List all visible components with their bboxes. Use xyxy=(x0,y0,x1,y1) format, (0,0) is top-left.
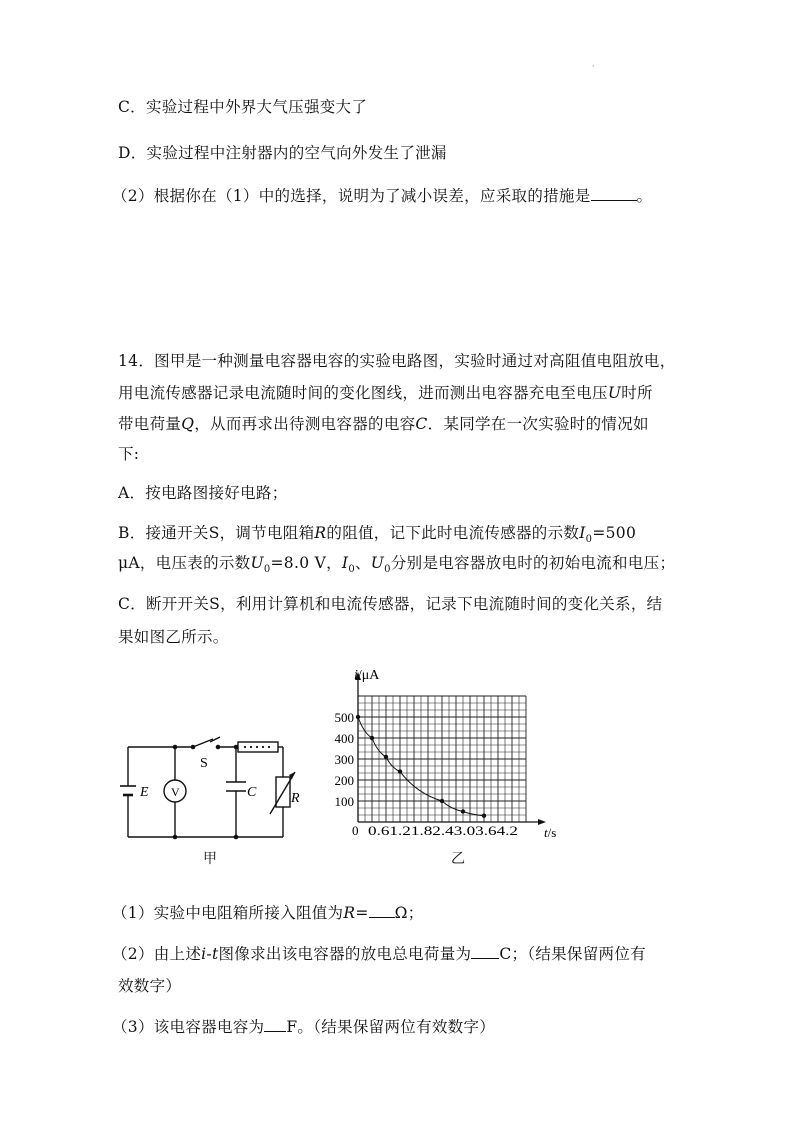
label-s: S xyxy=(200,756,208,771)
q14-stem-line3 xyxy=(118,414,649,434)
x-axis-label: t/s xyxy=(544,825,557,840)
subscript: 0 xyxy=(263,564,271,576)
y-axis-label: i/μA xyxy=(354,668,380,683)
y-tick-label: 300 xyxy=(334,752,354,767)
answer-blank[interactable] xyxy=(264,1017,286,1032)
i-t-chart xyxy=(318,664,578,844)
subscript: 0 xyxy=(585,534,593,546)
q13-sub2 xyxy=(112,186,652,206)
text: 时所 xyxy=(621,384,653,402)
q14-stem-line4: 下: xyxy=(118,445,140,463)
q13-sub2-end: 。 xyxy=(636,187,653,205)
text: 分别是电容器放电时的初始电流和电压； xyxy=(390,554,676,572)
data-point xyxy=(384,755,388,759)
answer-blank[interactable] xyxy=(369,903,395,918)
figure-jia-caption: 甲 xyxy=(203,851,217,867)
text: （2）由上述 xyxy=(112,945,202,963)
chart-ticks xyxy=(335,710,355,809)
var-i: I xyxy=(341,554,349,572)
q14-step-c-line1: C．断开开关S，利用计算机和电流传感器，记录下电流随时间的变化关系，结 xyxy=(118,595,663,613)
text: Ω； xyxy=(394,904,424,922)
text: ，从而再求出待测电容器的电容 xyxy=(194,415,416,433)
text: （1）实验中电阻箱所接入阻值为 xyxy=(112,904,344,922)
var-u: U xyxy=(250,554,264,572)
text: B．接通开关S，调节电阻箱 xyxy=(118,524,315,542)
q14-ans3 xyxy=(112,1017,495,1037)
data-point xyxy=(440,799,444,803)
q14-ans2 xyxy=(112,944,646,964)
q14-stem-line1: 14．图甲是一种测量电容器电容的实验电路图，实验时通过对高阻值电阻放电， xyxy=(118,352,676,370)
text: F。（结果保留两位有效数字） xyxy=(286,1018,496,1036)
var-it: i-t xyxy=(201,945,219,963)
x-tick-labels: 0.61.21.82.43.03.64.2 xyxy=(368,823,518,838)
text: ．某同学在一次实验时的情况如 xyxy=(427,415,649,433)
var-c: C xyxy=(415,415,428,433)
subscript: 0 xyxy=(384,564,391,576)
q14-ans1 xyxy=(112,903,424,923)
label-c: C xyxy=(247,785,257,800)
data-point xyxy=(370,736,374,740)
q13-option-d: D．实验过程中注射器内的空气向外发生了泄漏 xyxy=(118,144,447,162)
var-u: U xyxy=(607,384,622,402)
text: （3）该电容器电容为 xyxy=(112,1018,265,1036)
q14-ans2-line2: 效数字） xyxy=(118,977,182,995)
figure-yi-caption: 乙 xyxy=(451,851,465,867)
text: 、 xyxy=(354,554,371,572)
label-r: R xyxy=(291,791,300,806)
label-v: V xyxy=(171,785,180,799)
var-q: Q xyxy=(181,415,195,433)
x-tick-zero: 0 xyxy=(352,823,359,838)
answer-blank[interactable] xyxy=(591,186,637,201)
text: = xyxy=(355,904,369,922)
data-point xyxy=(356,715,360,719)
text: 图像求出该电容器的放电总电荷量为 xyxy=(218,945,472,963)
chart-axes xyxy=(355,672,546,825)
answer-blank[interactable] xyxy=(471,944,499,959)
y-tick-label: 100 xyxy=(334,794,354,809)
q14-stem-line2 xyxy=(118,383,653,403)
data-point xyxy=(398,769,402,773)
q13-option-c: C．实验过程中外界大气压强变大了 xyxy=(118,98,368,116)
y-tick-label: 500 xyxy=(334,710,354,725)
text: 的阻值，记下此时电流传感器的示数 xyxy=(326,524,580,542)
y-tick-label: 200 xyxy=(334,773,354,788)
text: 带电荷量 xyxy=(118,415,182,433)
text: C；（结果保留两位有 xyxy=(499,945,646,963)
var-r: R xyxy=(314,524,327,542)
data-point xyxy=(461,809,465,813)
data-point xyxy=(482,814,486,818)
var-i: I xyxy=(579,524,586,542)
text: μA，电压表的示数 xyxy=(118,554,251,572)
var-u: U xyxy=(370,554,385,572)
label-e: E xyxy=(140,785,149,800)
var-r: R xyxy=(343,904,356,922)
q14-step-c-line2: 果如图乙所示。 xyxy=(118,628,229,646)
text: =500 xyxy=(592,524,637,542)
y-tick-label: 400 xyxy=(334,731,354,746)
text: =8.0 V， xyxy=(270,554,342,572)
q13-sub2-text: （2）根据你在（1）中的选择，说明为了减小误差，应采取的措施是 xyxy=(112,187,591,205)
q14-step-b-line2 xyxy=(118,553,675,580)
text: 用电流传感器记录电流随时间的变化图线，进而测出电容器充电至电压 xyxy=(118,384,608,402)
q14-step-a: A．按电路图接好电路； xyxy=(118,484,288,502)
subscript: 0 xyxy=(348,564,355,576)
q14-step-b-line1 xyxy=(118,523,636,550)
